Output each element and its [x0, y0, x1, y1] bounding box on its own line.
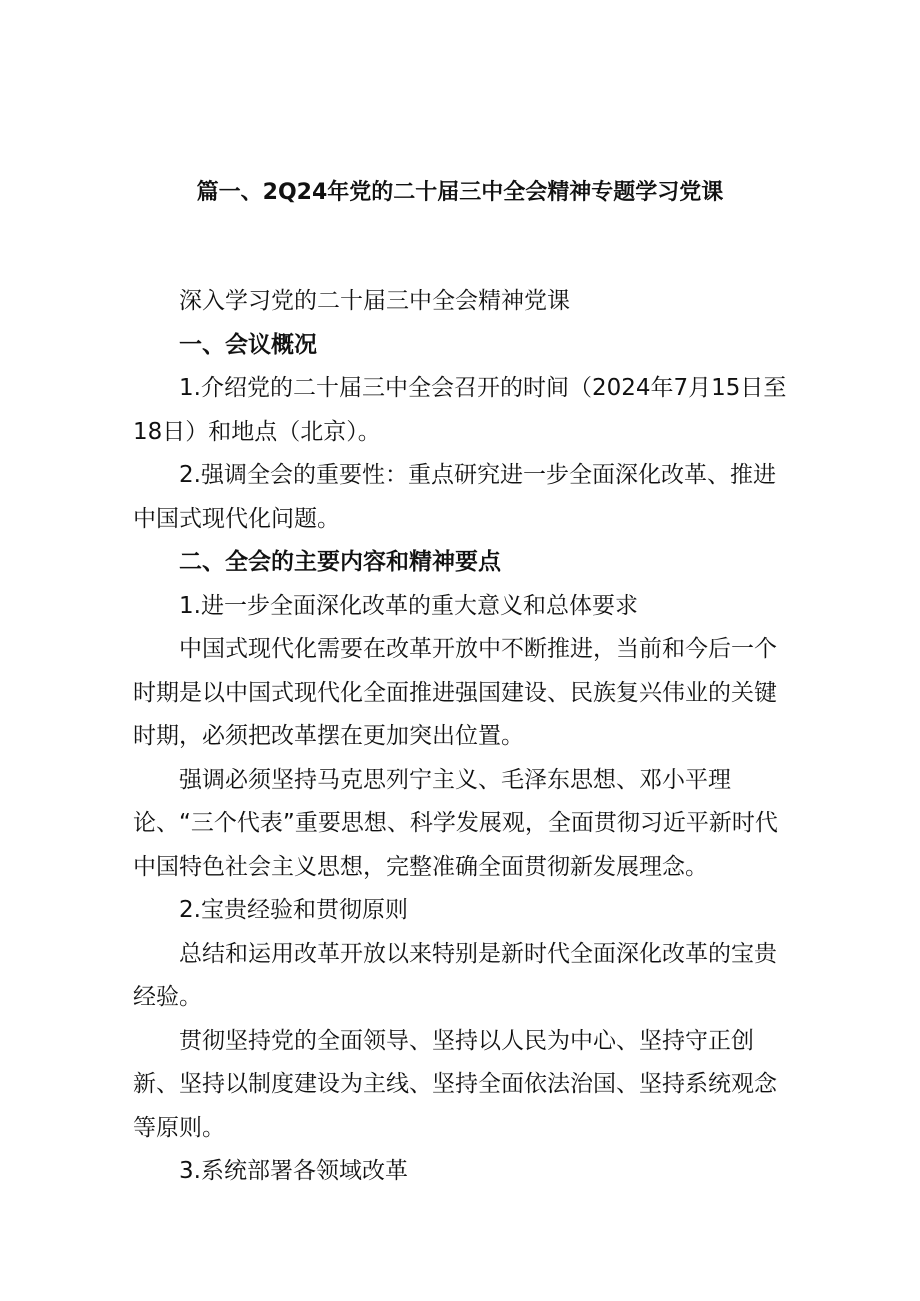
paragraph-time-location: 1.介绍党的二十届三中全会召开的时间（2024年7月15日至18日）和地点（北京）。: [133, 375, 787, 445]
paragraph-modernization: 中国式现代化需要在改革开放中不断推进，当前和今后一个时期是以中国式现代化全面推进强国建设、民族复兴伟业的关键时期，必须把改革摆在更加突出位置。: [133, 636, 777, 749]
paragraph-principles: 贯彻坚持党的全面领导、坚持以人民为中心、坚持守正创新、坚持以制度建设为主线、坚持全面依法治国、坚持系统观念等原则。: [133, 1027, 777, 1141]
paragraph-intro: 深入学习党的二十届三中全会精神党课: [179, 288, 570, 314]
paragraph-importance: 2.强调全会的重要性：重点研究进一步全面深化改革、推进中国式现代化问题。: [133, 462, 776, 532]
document-title: 篇一、2Q24年党的二十届三中全会精神专题学习党课: [196, 180, 724, 205]
section-heading-2: 二、全会的主要内容和精神要点: [179, 549, 501, 575]
document-body: [133, 280, 793, 1194]
subheading-experience: 2.宝贵经验和贯彻原则: [179, 897, 408, 923]
paragraph-experience: 总结和运用改革开放以来特别是新时代全面深化改革的宝贵经验。: [133, 940, 777, 1010]
section-heading-1: 一、会议概况: [179, 331, 317, 358]
paragraph-guiding-thought: 强调必须坚持马克思列宁主义、毛泽东思想、邓小平理论、“三个代表”重要思想、科学发展观，全面贯彻习近平新时代中国特色社会主义思想，完整准确全面贯彻新发展理念。: [133, 766, 778, 880]
subheading-reforms: 3.系统部署各领域改革: [179, 1158, 408, 1184]
subheading-significance: 1.进一步全面深化改革的重大意义和总体要求: [179, 592, 638, 619]
